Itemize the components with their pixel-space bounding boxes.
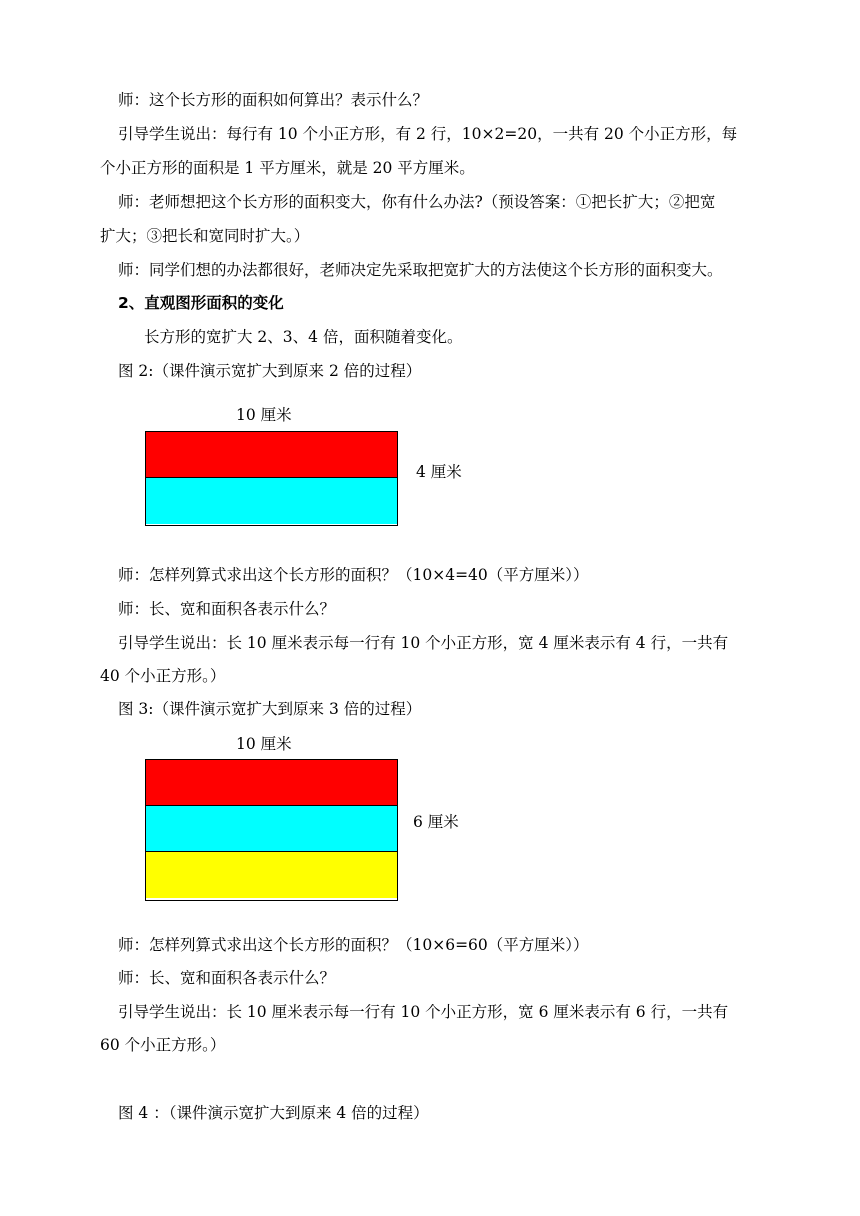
paragraph-meaning-question-3: 师：长、宽和面积各表示什么？ xyxy=(118,969,336,987)
figure-4-caption: 图 4 ：（课件演示宽扩大到原来 4 倍的过程） xyxy=(118,1104,429,1122)
figure-2-width-label: 4 厘米 xyxy=(416,463,462,481)
paragraph-guide-2-cont: 40 个小正方形。） xyxy=(100,667,226,685)
section-heading: 2、直观图形面积的变化 xyxy=(118,294,284,312)
figure-2-rectangle xyxy=(145,431,398,526)
paragraph-guide-1: 引导学生说出：每行有 10 个小正方形，有 2 行，10×2=20，一共有 20 个小正方形，每 xyxy=(118,125,738,143)
paragraph-question: 师：这个长方形的面积如何算出？表示什么？ xyxy=(118,91,429,109)
figure-3-band-red xyxy=(146,760,397,806)
paragraph-teacher-decision: 师：同学们想的办法都很好，老师决定先采取把宽扩大的方法使这个长方形的面积变大。 xyxy=(118,261,723,279)
paragraph-guide-3-cont: 60 个小正方形。） xyxy=(100,1036,226,1054)
paragraph-intro: 长方形的宽扩大 2、3、4 倍，面积随着变化。 xyxy=(144,328,463,346)
paragraph-meaning-question-2: 师：长、宽和面积各表示什么？ xyxy=(118,600,336,618)
figure-2-length-label: 10 厘米 xyxy=(236,406,292,424)
paragraph-guide-2: 引导学生说出：长 10 厘米表示每一行有 10 个小正方形，宽 4 厘米表示有 4 行，一共有 xyxy=(118,634,729,652)
paragraph-teacher-idea-cont: 扩大；③把长和宽同时扩大。） xyxy=(100,227,310,245)
figure-2-band-cyan xyxy=(146,478,397,524)
figure-3-length-label: 10 厘米 xyxy=(236,735,292,753)
figure-3-width-label: 6 厘米 xyxy=(413,813,459,831)
paragraph-formula-2: 师：怎样列算式求出这个长方形的面积？（10×4=40（平方厘米）） xyxy=(118,566,589,584)
figure-3-rectangle xyxy=(145,759,398,901)
paragraph-formula-3: 师：怎样列算式求出这个长方形的面积？（10×6=60（平方厘米）） xyxy=(118,936,589,954)
figure-3-caption: 图 3:（课件演示宽扩大到原来 3 倍的过程） xyxy=(118,700,422,718)
figure-2-caption: 图 2:（课件演示宽扩大到原来 2 倍的过程） xyxy=(118,362,422,380)
figure-3-band-yellow xyxy=(146,852,397,898)
figure-3-band-cyan xyxy=(146,806,397,852)
paragraph-guide-3: 引导学生说出：长 10 厘米表示每一行有 10 个小正方形，宽 6 厘米表示有 6 行，一共有 xyxy=(118,1003,729,1021)
figure-2-band-red xyxy=(146,432,397,478)
paragraph-guide-1-cont: 个小正方形的面积是 1 平方厘米，就是 20 平方厘米。 xyxy=(100,159,475,177)
paragraph-teacher-idea: 师：老师想把这个长方形的面积变大，你有什么办法?（预设答案：①把长扩大；②把宽 xyxy=(118,193,716,211)
